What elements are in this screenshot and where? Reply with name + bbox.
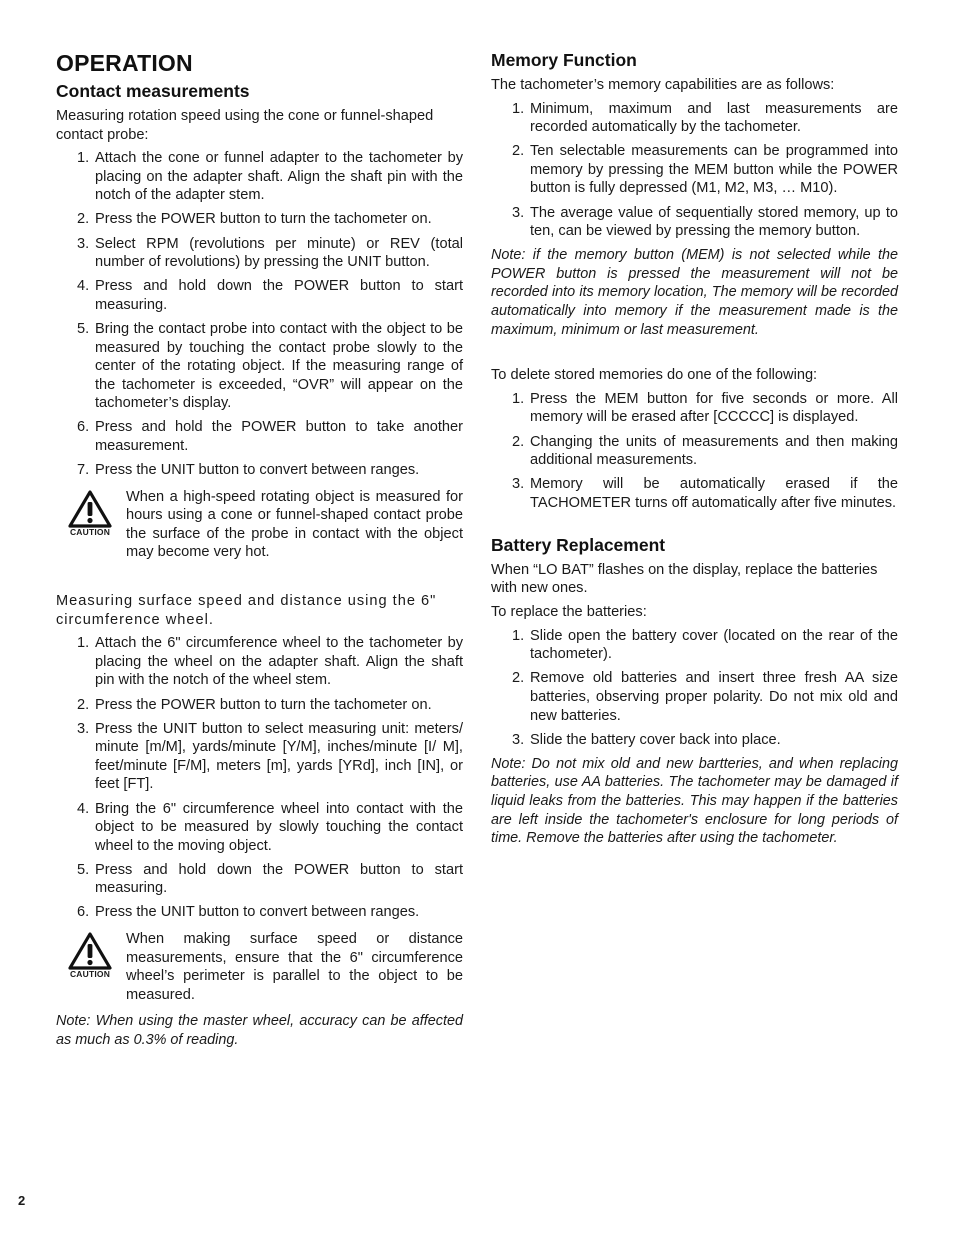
memory-heading: Memory Function: [491, 50, 637, 70]
list-item: 1. Attach the cone or funnel adapter to the tachometer by placing on the adapter shaft. Align the shaft pin with the notch of the adapter stem.: [77, 150, 463, 204]
list-item: 2. Press the POWER button to turn the tachometer on.: [77, 211, 432, 228]
caution-block-hot-probe: [56, 488, 463, 562]
caution-icon: [66, 490, 114, 537]
delete-steps: [491, 390, 898, 513]
list-item: 3. Press the UNIT button to select measuring unit: meters/ minute [m/M], yards/minute [Y/M], inches/minute [I/ M], feet/minute [F/M], meters [m], yards [YRd], inch [IN], or feet [FT].: [77, 720, 463, 793]
list-item: 4. Press and hold down the POWER button to start measuring.: [77, 278, 463, 313]
list-item: 6. Press and hold the POWER button to take another measurement.: [77, 419, 463, 454]
caution-label: CAUTION: [69, 526, 111, 537]
list-item: 3. The average value of sequentially stored memory, up to ten, can be viewed by pressing the memory button.: [512, 204, 898, 240]
list-item: 1. Minimum, maximum and last measurements are recorded automatically by the tachometer.: [512, 100, 898, 136]
contact-intro: Measuring rotation speed using the cone or funnel-shaped contact probe:: [56, 108, 434, 143]
list-item: 5. Bring the contact probe into contact with the object to be measured by touching the contact probe slowly to the center of the rotating object. If the measuring range of the tachometer is exceeded, “OVR” will appear on the tachometer’s display.: [77, 320, 463, 412]
surface-steps: [56, 634, 463, 922]
memory-note: Note: if the memory button (MEM) is not selected while the POWER button is pressed the measurement will not be recorded into its memory location, The memory will be recorded automatically into memory if the measurement made is the maximum, minimum or last measurement.: [491, 247, 898, 338]
list-item: 5. Press and hold down the POWER button to start measuring.: [77, 861, 463, 897]
battery-intro-2: To replace the batteries:: [491, 604, 647, 621]
surface-intro: Measuring surface speed and distance using the 6" circumference wheel.: [56, 593, 437, 628]
list-item: 2. Press the POWER button to turn the tachometer on.: [77, 696, 432, 713]
wheel-accuracy-note: Note: When using the master wheel, accuracy can be affected as much as 0.3% of reading.: [56, 1013, 463, 1049]
list-item: 2. Remove old batteries and insert three fresh AA size batteries, observing proper polarity. Do not mix old and new batteries.: [512, 670, 898, 724]
list-item: 2. Ten selectable measurements can be programmed into memory by pressing the MEM button while the POWER button is fully depressed (M1, M2, M3, … M10).: [512, 143, 898, 197]
delete-intro: To delete stored memories do one of the following:: [491, 367, 818, 384]
battery-intro: When “LO BAT” flashes on the display, replace the batteries with new ones.: [491, 561, 878, 597]
right-column: [491, 50, 898, 848]
page-number: 2: [18, 1193, 26, 1208]
list-item: 7. Press the UNIT button to convert between ranges.: [77, 462, 420, 479]
list-item: 4. Bring the 6" circumference wheel into contact with the object to be measured by slowly touching the contact wheel to the moving object.: [77, 800, 463, 854]
caution-block-wheel: [56, 930, 463, 1004]
list-item: 1. Press the MEM button for five seconds or more. All memory will be erased after [CCCCC] is displayed.: [512, 390, 898, 426]
list-item: 3. Select RPM (revolutions per minute) or REV (total number of revolutions) by pressing the UNIT button.: [77, 235, 463, 271]
contact-heading: Contact measurements: [56, 81, 250, 101]
memory-steps: [491, 100, 898, 241]
list-item: 1. Attach the 6" circumference wheel to the tachometer by placing the wheel on the adapter shaft. Align the shaft pin with the notch of the wheel stem.: [77, 635, 463, 689]
caution-label: CAUTION: [69, 969, 111, 980]
left-column: [56, 50, 463, 1050]
battery-heading: Battery Replacement: [491, 534, 666, 555]
caution-text: When a high-speed rotating object is measured for hours using a cone or funnel-shaped contact probe the surface of the probe in contact with the object may become very hot.: [126, 488, 463, 561]
memory-intro: The tachometer’s memory capabilities are as follows:: [491, 77, 835, 93]
caution-text: When making surface speed or distance measurements, ensure that the 6" circumference wheel’s perimeter is parallel to the object to be measured.: [126, 931, 463, 1003]
caution-icon: [66, 932, 114, 979]
page-title: OPERATION: [56, 50, 193, 76]
list-item: 1. Slide open the battery cover (located on the rear of the tachometer).: [512, 627, 898, 663]
battery-steps: [491, 627, 898, 750]
list-item: 6. Press the UNIT button to convert between ranges.: [77, 904, 420, 921]
list-item: 2. Changing the units of measurements and then making additional measurements.: [512, 433, 898, 469]
battery-note: Note: Do not mix old and new bartteries, and when replacing batteries, use AA batteries. The tachometer may be damaged if liquid leaks from the batteries. This may happen if the batteries are left inside the tachometer's enclosure for long periods of time. Remove the batteries after using the tachometer.: [491, 755, 898, 847]
contact-steps: [56, 149, 463, 480]
list-item: 3. Memory will be automatically erased if the TACHOMETER turns off automatically after five minutes.: [512, 476, 898, 511]
list-item: 3. Slide the battery cover back into place.: [512, 731, 781, 748]
